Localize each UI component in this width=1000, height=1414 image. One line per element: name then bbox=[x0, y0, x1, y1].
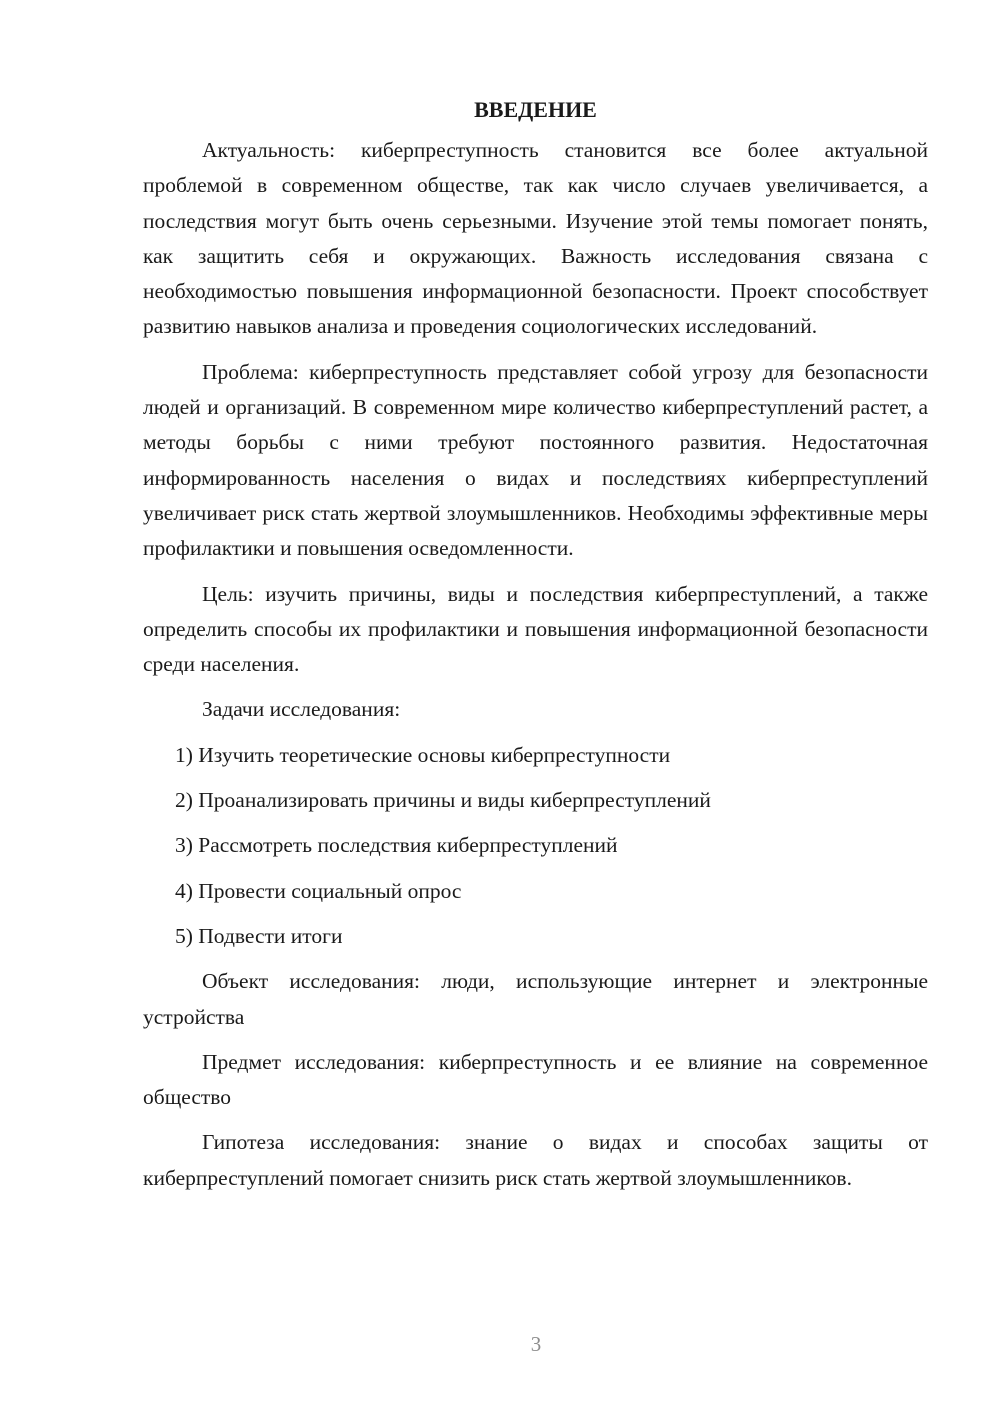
page-title: ВВЕДЕНИЕ bbox=[474, 97, 597, 122]
document-page bbox=[143, 92, 928, 1206]
list-item: 1) Изучить теоретические основы киберпреступности bbox=[175, 742, 671, 767]
paragraph-object: Объект исследования: люди, использующие интернет и электронные устройства bbox=[143, 969, 928, 1029]
list-item: 2) Проанализировать причины и виды киберпреступлений bbox=[175, 788, 711, 813]
list-item: 4) Провести социальный опрос bbox=[175, 878, 462, 903]
paragraph-problem: Проблема: киберпреступность представляет собой угрозу для безопасности людей и организаций. В современном мире количество киберпреступлений растет, а методы борьбы с ними требуют постоянного развития. Недостаточная информированность населения о видах и последствиях киберпреступлений увеличивает риск стать жертвой злоумышленников. Необходимы эффективные меры профилактики и повышения осведомленности. bbox=[143, 359, 928, 561]
tasks-heading: Задачи исследования: bbox=[202, 697, 401, 722]
paragraph-goal: Цель: изучить причины, виды и последствия киберпреступлений, а также определить способы их профилактики и повышения информационной безопасности среди населения. bbox=[143, 581, 928, 677]
paragraph-relevance: Актуальность: киберпреступность становится все более актуальной проблемой в современном обществе, так как число случаев увеличивается, а последствия могут быть очень серьезными. Изучение этой темы помогает понять, как защитить себя и окружающих. Важность исследования связана с необходимостью повышения информационной безопасности. Проект способствует развитию навыков анализа и проведения социологических исследований. bbox=[143, 138, 928, 339]
tasks-list bbox=[143, 738, 928, 954]
paragraph-subject: Предмет исследования: киберпреступность и ее влияние на современное общество bbox=[143, 1049, 928, 1110]
paragraph-hypothesis: Гипотеза исследования: знание о видах и способах защиты от киберпреступлений помогает снизить риск стать жертвой злоумышленников. bbox=[143, 1130, 928, 1190]
page-number: 3 bbox=[530, 1332, 542, 1356]
list-item: 5) Подвести итоги bbox=[175, 923, 343, 948]
list-item: 3) Рассмотреть последствия киберпреступлений bbox=[175, 833, 618, 858]
